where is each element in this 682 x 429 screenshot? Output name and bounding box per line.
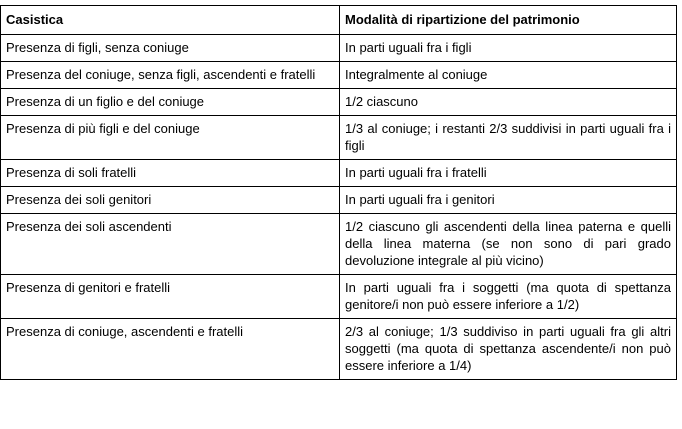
table-row	[1, 89, 677, 116]
table-row	[1, 35, 677, 62]
distribution-cell: In parti uguali fra i fratelli	[340, 160, 677, 187]
case-cell: Presenza dei soli genitori	[1, 187, 340, 214]
table-header-row	[1, 6, 677, 35]
distribution-cell: In parti uguali fra i genitori	[340, 187, 677, 214]
column-header-modalita: Modalità di ripartizione del patrimonio	[340, 6, 677, 35]
distribution-cell: 1/2 ciascuno gli ascendenti della linea paterna e quelli della linea materna (se non sono di pari grado devoluzione integrale al più vicino)	[340, 214, 677, 275]
table-row	[1, 116, 677, 160]
case-cell: Presenza di un figlio e del coniuge	[1, 89, 340, 116]
table-row	[1, 214, 677, 275]
case-cell: Presenza di coniuge, ascendenti e fratelli	[1, 319, 340, 380]
table-row	[1, 62, 677, 89]
table-row	[1, 160, 677, 187]
inheritance-distribution-table	[0, 5, 677, 380]
table-row	[1, 275, 677, 319]
case-cell: Presenza del coniuge, senza figli, ascendenti e fratelli	[1, 62, 340, 89]
case-cell: Presenza di più figli e del coniuge	[1, 116, 340, 160]
table-row	[1, 187, 677, 214]
table-row	[1, 319, 677, 380]
distribution-cell: Integralmente al coniuge	[340, 62, 677, 89]
distribution-cell: 2/3 al coniuge; 1/3 suddiviso in parti uguali fra gli altri soggetti (ma quota di spettanza ascendente/i non può essere inferiore a 1/4)	[340, 319, 677, 380]
case-cell: Presenza di soli fratelli	[1, 160, 340, 187]
distribution-cell: In parti uguali fra i soggetti (ma quota di spettanza genitore/i non può essere inferiore a 1/2)	[340, 275, 677, 319]
column-header-casistica: Casistica	[1, 6, 340, 35]
distribution-cell: 1/2 ciascuno	[340, 89, 677, 116]
distribution-cell: 1/3 al coniuge; i restanti 2/3 suddivisi in parti uguali fra i figli	[340, 116, 677, 160]
distribution-cell: In parti uguali fra i figli	[340, 35, 677, 62]
case-cell: Presenza dei soli ascendenti	[1, 214, 340, 275]
case-cell: Presenza di genitori e fratelli	[1, 275, 340, 319]
case-cell: Presenza di figli, senza coniuge	[1, 35, 340, 62]
